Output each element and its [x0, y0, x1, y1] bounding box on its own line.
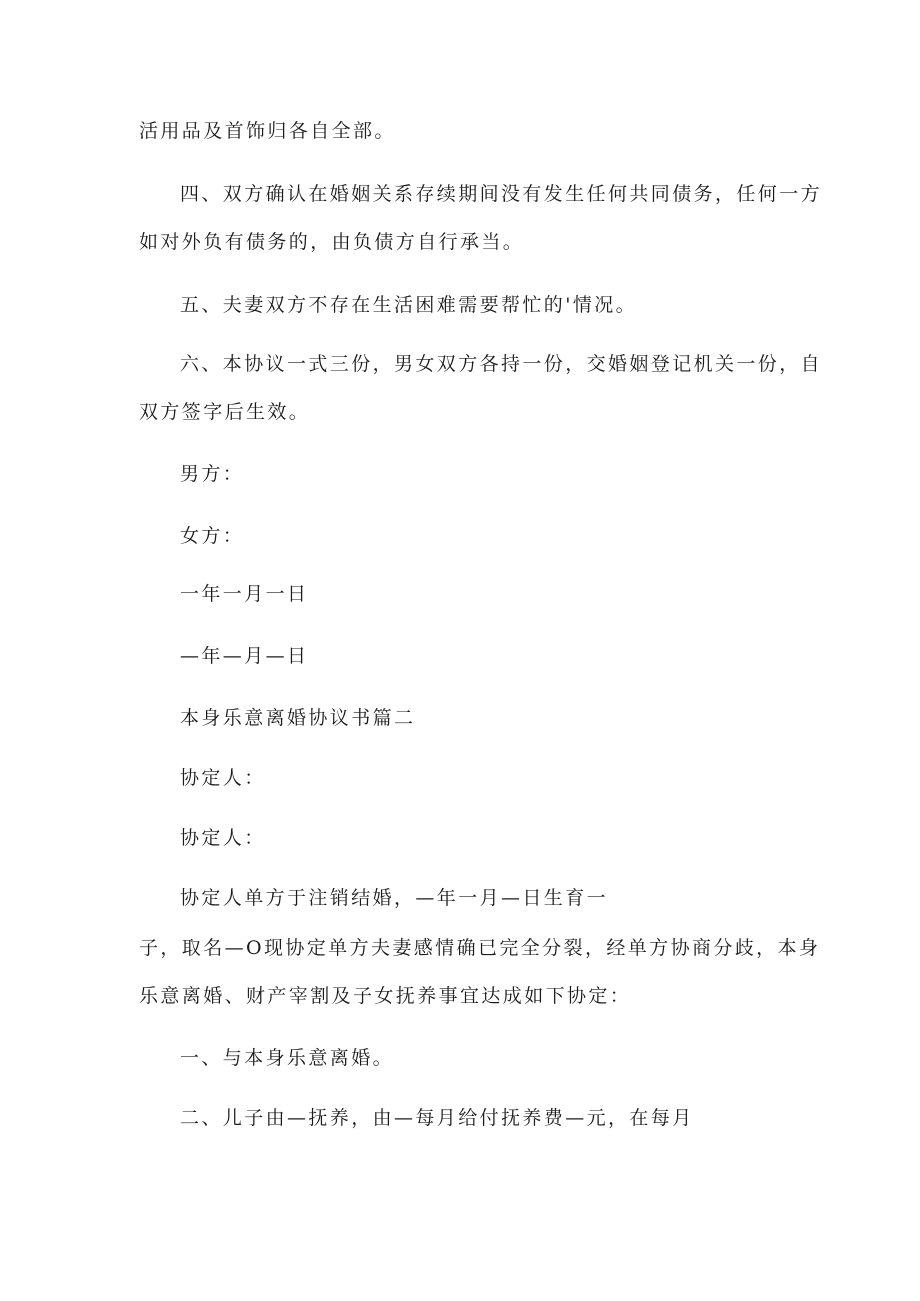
text-line: 如对外负有债务的，由负债方自行承当。 [139, 231, 525, 253]
text-line: 五、夫妻双方不存在生活困难需要帮忙的'情况。 [180, 294, 638, 316]
text-line: 协定人单方于注销结婚，—年一月—日生育一 [180, 887, 609, 909]
party-label: 协定人： [180, 827, 266, 849]
signature-label-male: 男方： [180, 463, 245, 485]
text-line: 一、与本身乐意离婚。 [180, 1047, 395, 1069]
party-label: 协定人： [180, 767, 266, 789]
text-line: 二、儿子由—抚养，由—每月给付抚养费—元，在每月 [180, 1107, 694, 1129]
text-line: 活用品及首饰归各自全部。 [139, 120, 396, 142]
section-title: 本身乐意离婚协议书篇二 [180, 707, 416, 729]
date-line: —年—月—日 [180, 645, 309, 667]
text-line: 双方签字后生效。 [139, 401, 311, 423]
text-line: 六、本协议一式三份，男女双方各持一份，交婚姻登记机关一份，自 [180, 353, 823, 375]
date-line: 一年一月一日 [180, 583, 309, 605]
text-line: 乐意离婚、财产宰割及子女抚养事宜达成如下协定： [139, 985, 632, 1007]
text-line: 四、双方确认在婚姻关系存续期间没有发生任何共同债务，任何一方 [180, 183, 823, 205]
text-line: 子，取名—O现协定单方夫妻感情确已完全分裂，经单方协商分歧，本身 [139, 937, 821, 959]
signature-label-female: 女方： [180, 525, 245, 547]
